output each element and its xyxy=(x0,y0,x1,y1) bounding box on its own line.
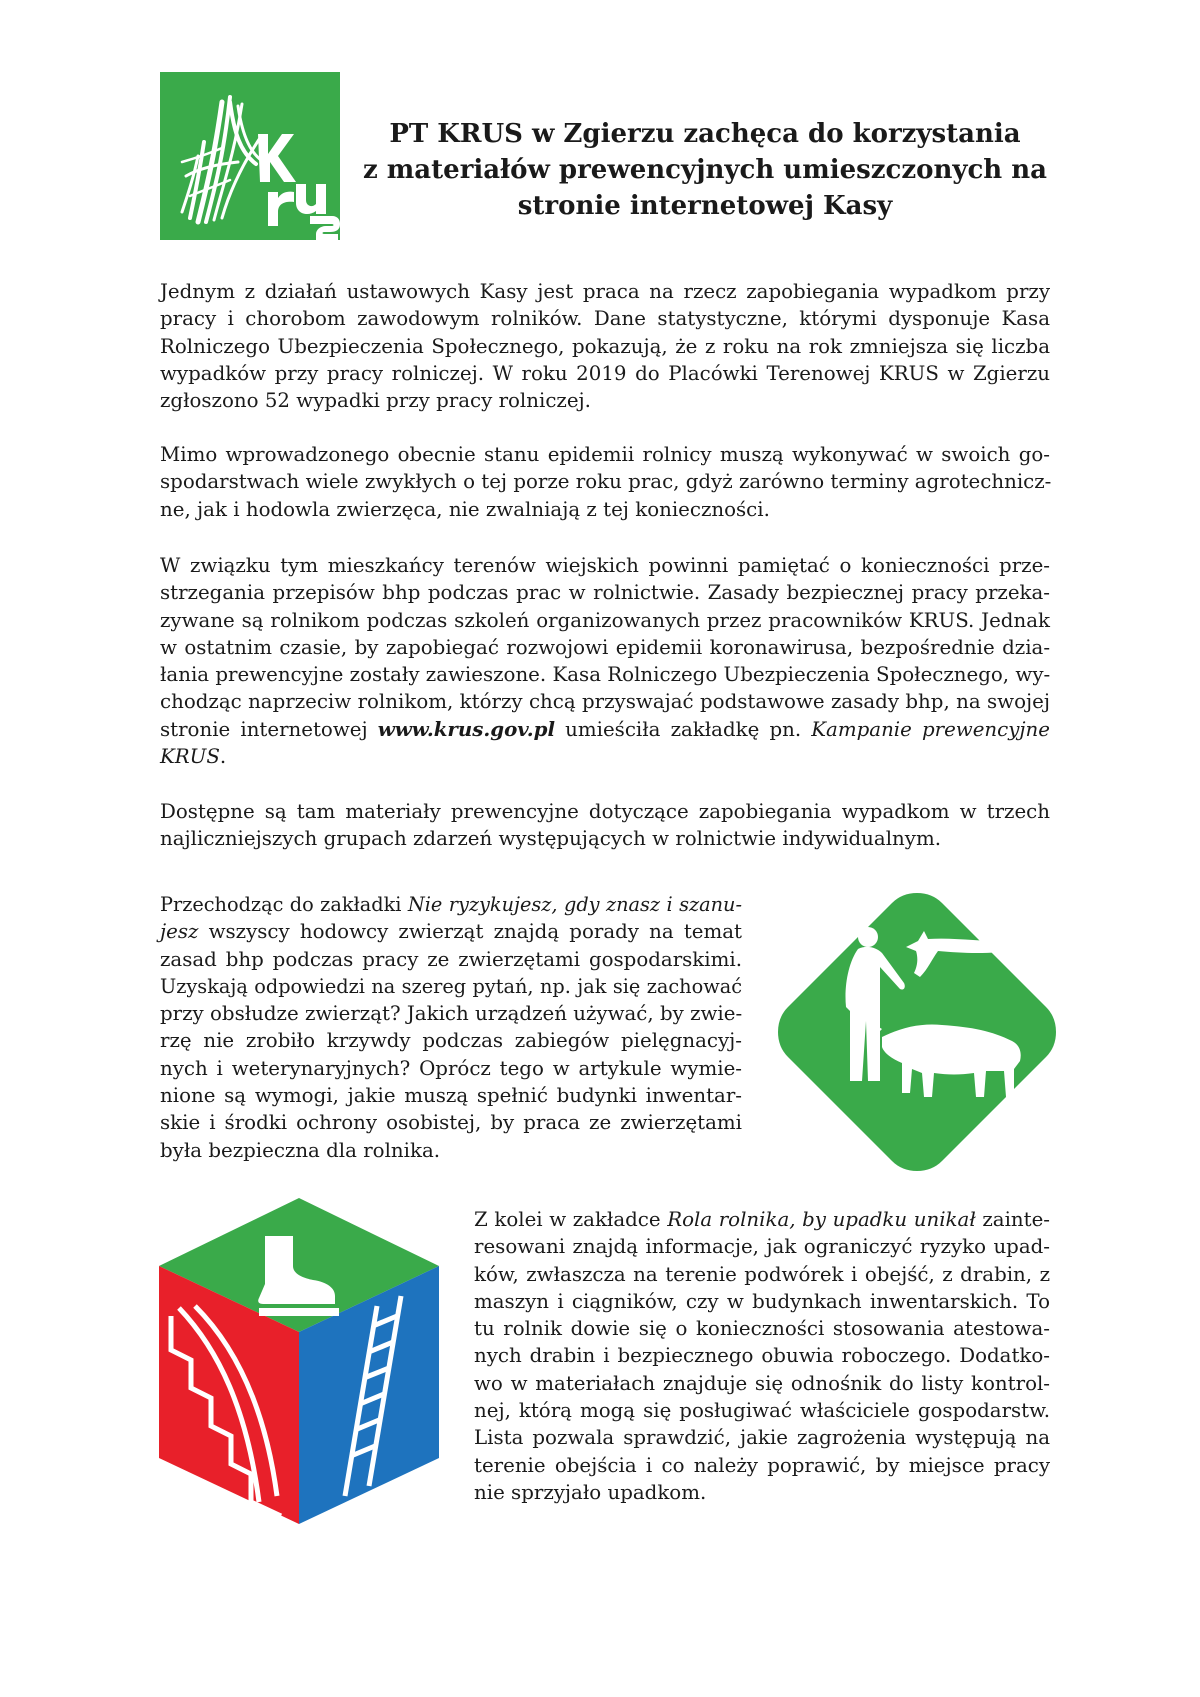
text-line: strzegania przepisów bhp podczas prac w rolnictwie. Zasady bezpiecznej pracy przeka- xyxy=(160,581,1050,605)
animals-tab-name-end: jesz xyxy=(160,920,199,944)
paragraph-materials xyxy=(160,798,1050,853)
text-segment: . xyxy=(219,745,227,769)
text-line xyxy=(160,891,742,918)
animals-tab-name: Nie ryzykujesz, gdy znasz i szanu- xyxy=(407,893,742,916)
text-line xyxy=(160,716,1050,743)
text-line: chodząc naprzeciw rolnikom, którzy chcą przyswajać podstawowe zasady bhp, na swojej xyxy=(160,690,1050,714)
text-line: zywane są rolnikom podczas szkoleń organizowanych przez pracowników KRUS. Jednak xyxy=(160,608,1050,632)
campaign-tab-name: Kampanie prewencyjne xyxy=(811,717,1050,741)
falls-tab-name: Rola rolnika, by upadku unikał xyxy=(667,1208,976,1231)
text-line: przy obsłudze zwierząt? Jakich urządzeń używać, by zwie- xyxy=(160,1002,743,1026)
text-line: nych drabin i bezpiecznego obuwia roboczego. Dodatko- xyxy=(474,1344,1050,1368)
paragraph-epidemic xyxy=(160,441,1050,523)
title-line-2: z materiałów prewencyjnych umieszczonych na xyxy=(362,155,1048,185)
text-line: nej, którą mogą się posługiwać właściciele gospodarstw. xyxy=(474,1399,1050,1423)
text-line: Lista pozwala sprawdzić, jakie zagrożenia występują na xyxy=(474,1426,1050,1450)
text-line: Mimo wprowadzonego obecnie stanu epidemii rolnicy muszą wykonywać w swoich go- xyxy=(160,443,1050,466)
title-line-1: PT KRUS w Zgierzu zachęca do korzystania xyxy=(389,119,1021,149)
campaign-tab-name-end: KRUS xyxy=(160,745,220,769)
text-line: ków, zwłaszcza na terenie podwórek i obejść, z drabin, z xyxy=(474,1262,1050,1286)
text-line: spodarstwach wiele zwykłych o tej porze roku prac, gdyż zarówno terminy agrotechnicz- xyxy=(160,470,1052,494)
text-line: najliczniejszych grupach zdarzeń występujących w rolnictwie indywidualnym. xyxy=(160,827,942,851)
text-segment: Z kolei w zakładce xyxy=(474,1208,668,1231)
text-line xyxy=(474,1206,1050,1233)
text-segment: Przechodząc do zakładki xyxy=(160,893,408,916)
text-line: była bezpieczna dla rolnika. xyxy=(160,1138,441,1162)
text-segment: umieściła zakładkę pn. xyxy=(555,717,812,741)
text-line: rzę nie zrobiło krzywdy podczas zabiegów pielęgnacyj- xyxy=(160,1029,742,1053)
text-segment: wszyscy hodowcy zwierząt znajdą porady na temat xyxy=(198,920,742,944)
text-line: Uzyskają odpowiedzi na szereg pytań, np. jak się zachować xyxy=(160,974,742,998)
falls-cube-icon xyxy=(157,1196,442,1526)
text-line: maszyn i ciągników, czy w budynkach inwentarskich. To xyxy=(474,1289,1050,1313)
text-line: w ostatnim czasie, by zapobiegać rozwojowi epidemii koronawirusa, bezpośrednie dzia- xyxy=(160,635,1050,659)
text-line: wypadków przy pracy rolniczej. W roku 2019 do Placówki Terenowej KRUS w Zgierzu xyxy=(160,361,1050,385)
text-line: resowani znajdą informacje, jak ograniczyć ryzyko upad- xyxy=(474,1235,1050,1259)
text-line: pracy i chorobom zawodowym rolników. Dane statystyczne, którymi dysponuje Kasa xyxy=(160,307,1050,331)
text-line: nione są wymogi, jakie muszą spełnić budynki inwentar- xyxy=(160,1084,742,1108)
text-line: zasad bhp podczas pracy ze zwierzętami gospodarskimi. xyxy=(160,947,742,971)
text-line: ne, jak i hodowla zwierzęca, nie zwalniają z tej konieczności. xyxy=(160,497,770,521)
page-title xyxy=(360,116,1050,224)
text-line xyxy=(160,918,742,945)
text-line: tu rolnik dowie się o konieczności stosowania atestowa- xyxy=(474,1317,1050,1341)
text-line: Dostępne są tam materiały prewencyjne dotyczące zapobiegania wypadkom w trzech xyxy=(160,800,1050,823)
text-line: terenie obejścia i co należy poprawić, by miejsce pracy xyxy=(474,1453,1050,1477)
text-line: nych i weterynaryjnych? Oprócz tego w artykule wymie- xyxy=(160,1056,742,1080)
text-line: Jednym z działań ustawowych Kasy jest praca na rzecz zapobiegania wypadkom przy xyxy=(160,280,1050,303)
paragraph-prevention xyxy=(160,552,1050,770)
paragraph-statistics xyxy=(160,278,1050,414)
text-line: łania prewencyjne zostały zawieszone. Kasa Rolniczego Ubezpieczenia Społecznego, wy- xyxy=(160,663,1051,687)
text-line xyxy=(160,743,1050,770)
text-segment: zainte- xyxy=(975,1208,1050,1231)
text-line: nie sprzyjało upadkom. xyxy=(474,1480,707,1504)
text-segment: stronie internetowej xyxy=(160,717,378,741)
text-line: W związku tym mieszkańcy terenów wiejskich powinni pamiętać o konieczności prze- xyxy=(160,554,1050,577)
website-link[interactable]: www.krus.gov.pl xyxy=(377,716,556,741)
title-line-3: stronie internetowej Kasy xyxy=(517,191,893,221)
paragraph-falls xyxy=(474,1206,1050,1506)
text-line: skie i środki ochrony osobistej, by praca ze zwierzętami xyxy=(160,1111,742,1135)
paragraph-animals xyxy=(160,891,742,1164)
animals-safety-icon xyxy=(772,887,1062,1177)
text-line: zgłoszono 52 wypadki przy pracy rolniczej. xyxy=(160,389,591,413)
text-line: Rolniczego Ubezpieczenia Społecznego, pokazują, że z roku na rok zmniejsza się liczba xyxy=(160,334,1050,358)
text-line: wo w materiałach znajduje się odnośnik do listy kontrol- xyxy=(474,1371,1050,1395)
krus-logo-icon xyxy=(160,72,340,240)
